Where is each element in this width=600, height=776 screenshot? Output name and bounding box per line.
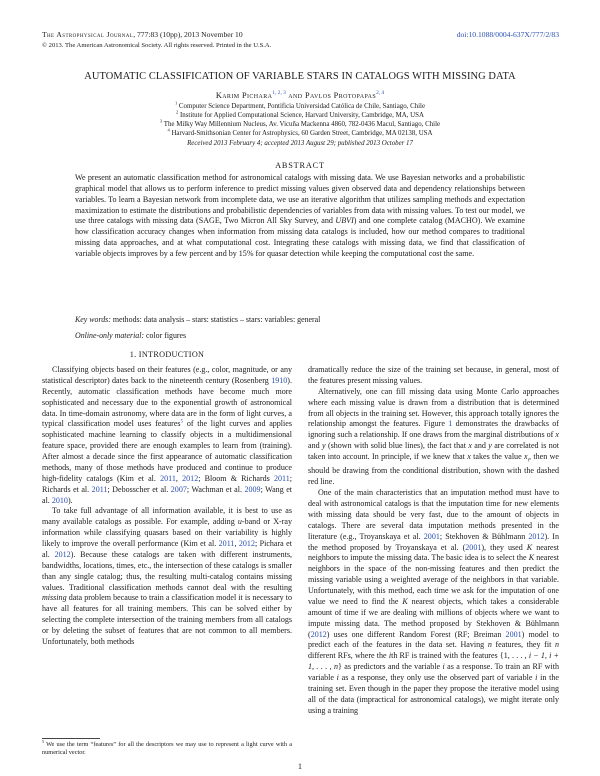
paper-title: AUTOMATIC CLASSIFICATION OF VARIABLE STARS IN CATALOGS WITH MISSING DATA [84, 71, 516, 82]
keywords [75, 314, 525, 325]
journal-name: The Astrophysical Journal [42, 30, 134, 39]
citation-link[interactable]: 2009 [244, 484, 261, 494]
authors [0, 91, 600, 100]
footnote-rule [42, 738, 100, 739]
authors-connector: and [285, 91, 305, 100]
abstract-paragraph [75, 173, 525, 260]
running-header [42, 30, 243, 40]
abstract-em: UBVI [335, 216, 354, 226]
citation-link[interactable]: 2012 [238, 539, 255, 548]
abstract-text: ) and one complete catalog (MACHO). We examine how classification accuracy changes when information from missing data catalogs is included, how our method compares to traditional missing data approaches, and at what computational cost. Integrating these catalogs with missing data, we find that classification of variable objects improves by a few percent and by 15% for quasar detection while keeping the computational cost the same. [75, 216, 526, 258]
abstract-heading: ABSTRACT [275, 161, 325, 170]
citation-link[interactable]: 2011 [273, 473, 290, 483]
footnote [42, 738, 292, 757]
author-1-affil-links[interactable]: 1, 2, 3 [272, 90, 286, 97]
citation-link[interactable]: 2012 [54, 549, 71, 559]
right-column [308, 365, 559, 717]
paragraph: Alternatively, one can fill missing data using Monte Carlo approaches where each missing value is drawn from a distribution that is determined from all objects in the training set. However, this approach totally ignores the relationship amongst the features. Figure 1 demonstrates the drawbacks of ignoring such a relationship. If one draws from the marginal distributions of x and y (shown with solid blue lines), the fact that x and y are correlated is not taken into account. In principle, if we knew that x takes the value $x_i$, then we should be drawing from the conditional distribution, shown with the dashed red line. [308, 386, 559, 487]
affiliation-2 [0, 109, 600, 121]
citation-link[interactable]: 2007 [170, 484, 187, 494]
citation-link[interactable]: 2012 [528, 531, 545, 541]
paragraph: One of the main characteristics that an imputation method must have to deal with astronomical catalogs is that the imputation time for new elements with missing data should be very fast, due to the amount of objects in catalogs. There are several data imputation methods presented in the literature (e.g., Troyanskaya et al. 2001; Stekhoven & Bühlmann 2012). In the method proposed by Troyanskaya et al. (2001), they used K nearest neighbors to impute the missing data. The basic idea is to select the K nearest neighbors in the space of the non-missing features and then predict the missing variable using a weighted average of the neighbors in that variable. Unfortunately, with this method, each time we ask for the imputation of one value we need to find the K nearest objects, which takes a considerable amount of time if we are dealing with millions of objects where we want to impute missing data. The method proposed by Stekhoven & Bühlmann (2012) uses one different Random Forest (RF; Breiman 2001) model to predict each of the features in the data set. Having n features, they fit n different RFs, where the ith RF is trained with the features {1, . . . , i − 1, i + 1, . . . , n} as predictors and the variable i as a response. To train an RF with variable i as a response, they only use the observed part of variable i in the training set. Even though in the paper they propose the iterative model using all of the data (impractical for astronomical catalogs), we might iterate only using a training [308, 488, 559, 715]
author-2-affil-links[interactable]: 2, 4 [376, 90, 385, 97]
footnote-link[interactable]: 5 [180, 418, 184, 425]
affiliation-text: Institute for Applied Computational Science, Harvard University, Cambridge, MA, USA [178, 112, 424, 119]
paragraph: Classifying objects based on their features (e.g., color, magnitude, or any statistical descriptor) dates back to the nineteenth century (Rosenberg 1910). Recently, automatic classification methods have become much more sophisticated and necessary due to the exponential growth of astronomical data. In time-domain astronomy, where data are in the form of light curves, a typical classification model uses features$^5$ of the light curves and applies sophisticated machine learning to classify objects in a multidimensional feature space, provided there are enough examples to learn from (training). After almost a decade since the first appearance of automatic classification methods, many of those methods have produced and continue to produce high-fidelity catalogs (Kim et al. 2011, 2012; Bloom & Richards 2011; Richards et al. 2011; Debosscher et al. 2007; Wachman et al. 2009; Wang et al. 2010). [42, 365, 293, 505]
author-2: Pavlos Protopapas [304, 91, 377, 100]
citation-link[interactable]: 2001 [423, 531, 440, 541]
citation: , 777:83 (10pp), 2013 November 10 [133, 30, 243, 39]
footnote-text: We use the term “features” for all the descriptors we may use to represent a light curve with a numerical vector. [42, 741, 292, 756]
citation-link[interactable]: 1910 [271, 375, 288, 385]
citation-link[interactable]: 2011 [160, 473, 176, 483]
citation-link[interactable]: 2001 [505, 629, 522, 639]
affiliation-text: Harvard-Smithsonian Center for Astrophysics, 60 Garden Street, Cambridge, MA 02138, USA [169, 130, 433, 137]
citation-link[interactable]: 2012 [310, 629, 327, 639]
doi-link[interactable]: doi:10.1088/0004-637X/777/2/83 [456, 30, 559, 39]
abstract-text: We present an automatic classification method for astronomical catalogs with missing data. We use Bayesian networks and a probabilistic graphical model that allows us to perform inference to predict missing values given observed data and dependency relationships between variables. To learn a Bayesian network from incomplete data, we use an iterative algorithm that utilizes sampling methods and expectation maximization to estimate the distributions and probabilistic dependencies of variables from data with missing values. To test our model, we use three catalogs with missing data (SAGE, Two Micron All Sky Survey, and [75, 173, 525, 226]
affil-number: 1 [174, 100, 178, 106]
keywords-label: Key words: [75, 315, 111, 324]
copyright: © 2013. The American Astronomical Society. All rights reserved. Printed in the U.S.A. [42, 42, 272, 49]
author-1: Karim Pichara [215, 91, 273, 100]
left-column [42, 365, 292, 648]
affiliation-3 [0, 118, 600, 130]
affil-number: 4 [167, 127, 170, 133]
citation-link[interactable]: 2011 [218, 539, 235, 548]
affil-number: 2 [176, 109, 179, 115]
affiliation-text: The Milky Way Millennium Nucleus, Av. Vicuña Mackenna 4860, 782-0436 Macul, Santiago, Chile [162, 121, 441, 128]
online-only-label: Online-only material: [75, 331, 145, 340]
footnote-mark: 5 [42, 738, 45, 744]
paragraph: dramatically reduce the size of the training set because, in general, most of the features present missing values. [308, 365, 559, 385]
citation-link[interactable]: 2011 [91, 484, 108, 494]
citation-link[interactable]: 2012 [182, 473, 199, 483]
citation-link[interactable]: 2010 [51, 495, 68, 505]
affiliation-1 [0, 100, 600, 112]
affil-number: 3 [159, 118, 163, 124]
affiliation-4 [0, 127, 600, 139]
affiliation-text: Computer Science Department, Pontificia Universidad Católica de Chile, Santiago, Chile [177, 103, 426, 110]
paragraph: To take full advantage of all information available, it is best to use as many available catalogs as possible. For example, adding u-band or X-ray information while classifying quasars based on their variability is highly likely to improve the overall performance (Kim et al. 2011, 2012; Pichara et al. 2012). Because these catalogs are taken with different instruments, bandwidths, locations, times, etc., the intersection of these catalogs is smaller than any single catalog; thus, the resulting multi-catalog contains missing values. Traditional classification methods cannot deal with the resulting missing data problem because to train a classification model it is necessary to have all features for all training members. This can be solved either by selecting the complete intersection of the training members from all catalogs or by deleting the subset of features that are not common to all members. Unfortunately, both methods [42, 506, 292, 646]
online-only-text: color figures [144, 331, 187, 340]
section-heading: 1. INTRODUCTION [129, 350, 205, 359]
online-only [75, 330, 525, 341]
page-number: 1 [297, 762, 303, 771]
citation-link[interactable]: 2001 [465, 542, 482, 552]
abstract-body [75, 173, 525, 260]
figure-link[interactable]: 1 [448, 419, 453, 429]
keywords-text: methods: data analysis – stars: statistics – stars: variables: general [110, 315, 321, 324]
received-dates: Received 2013 February 4; accepted 2013 August 29; published 2013 October 17 [187, 140, 413, 147]
